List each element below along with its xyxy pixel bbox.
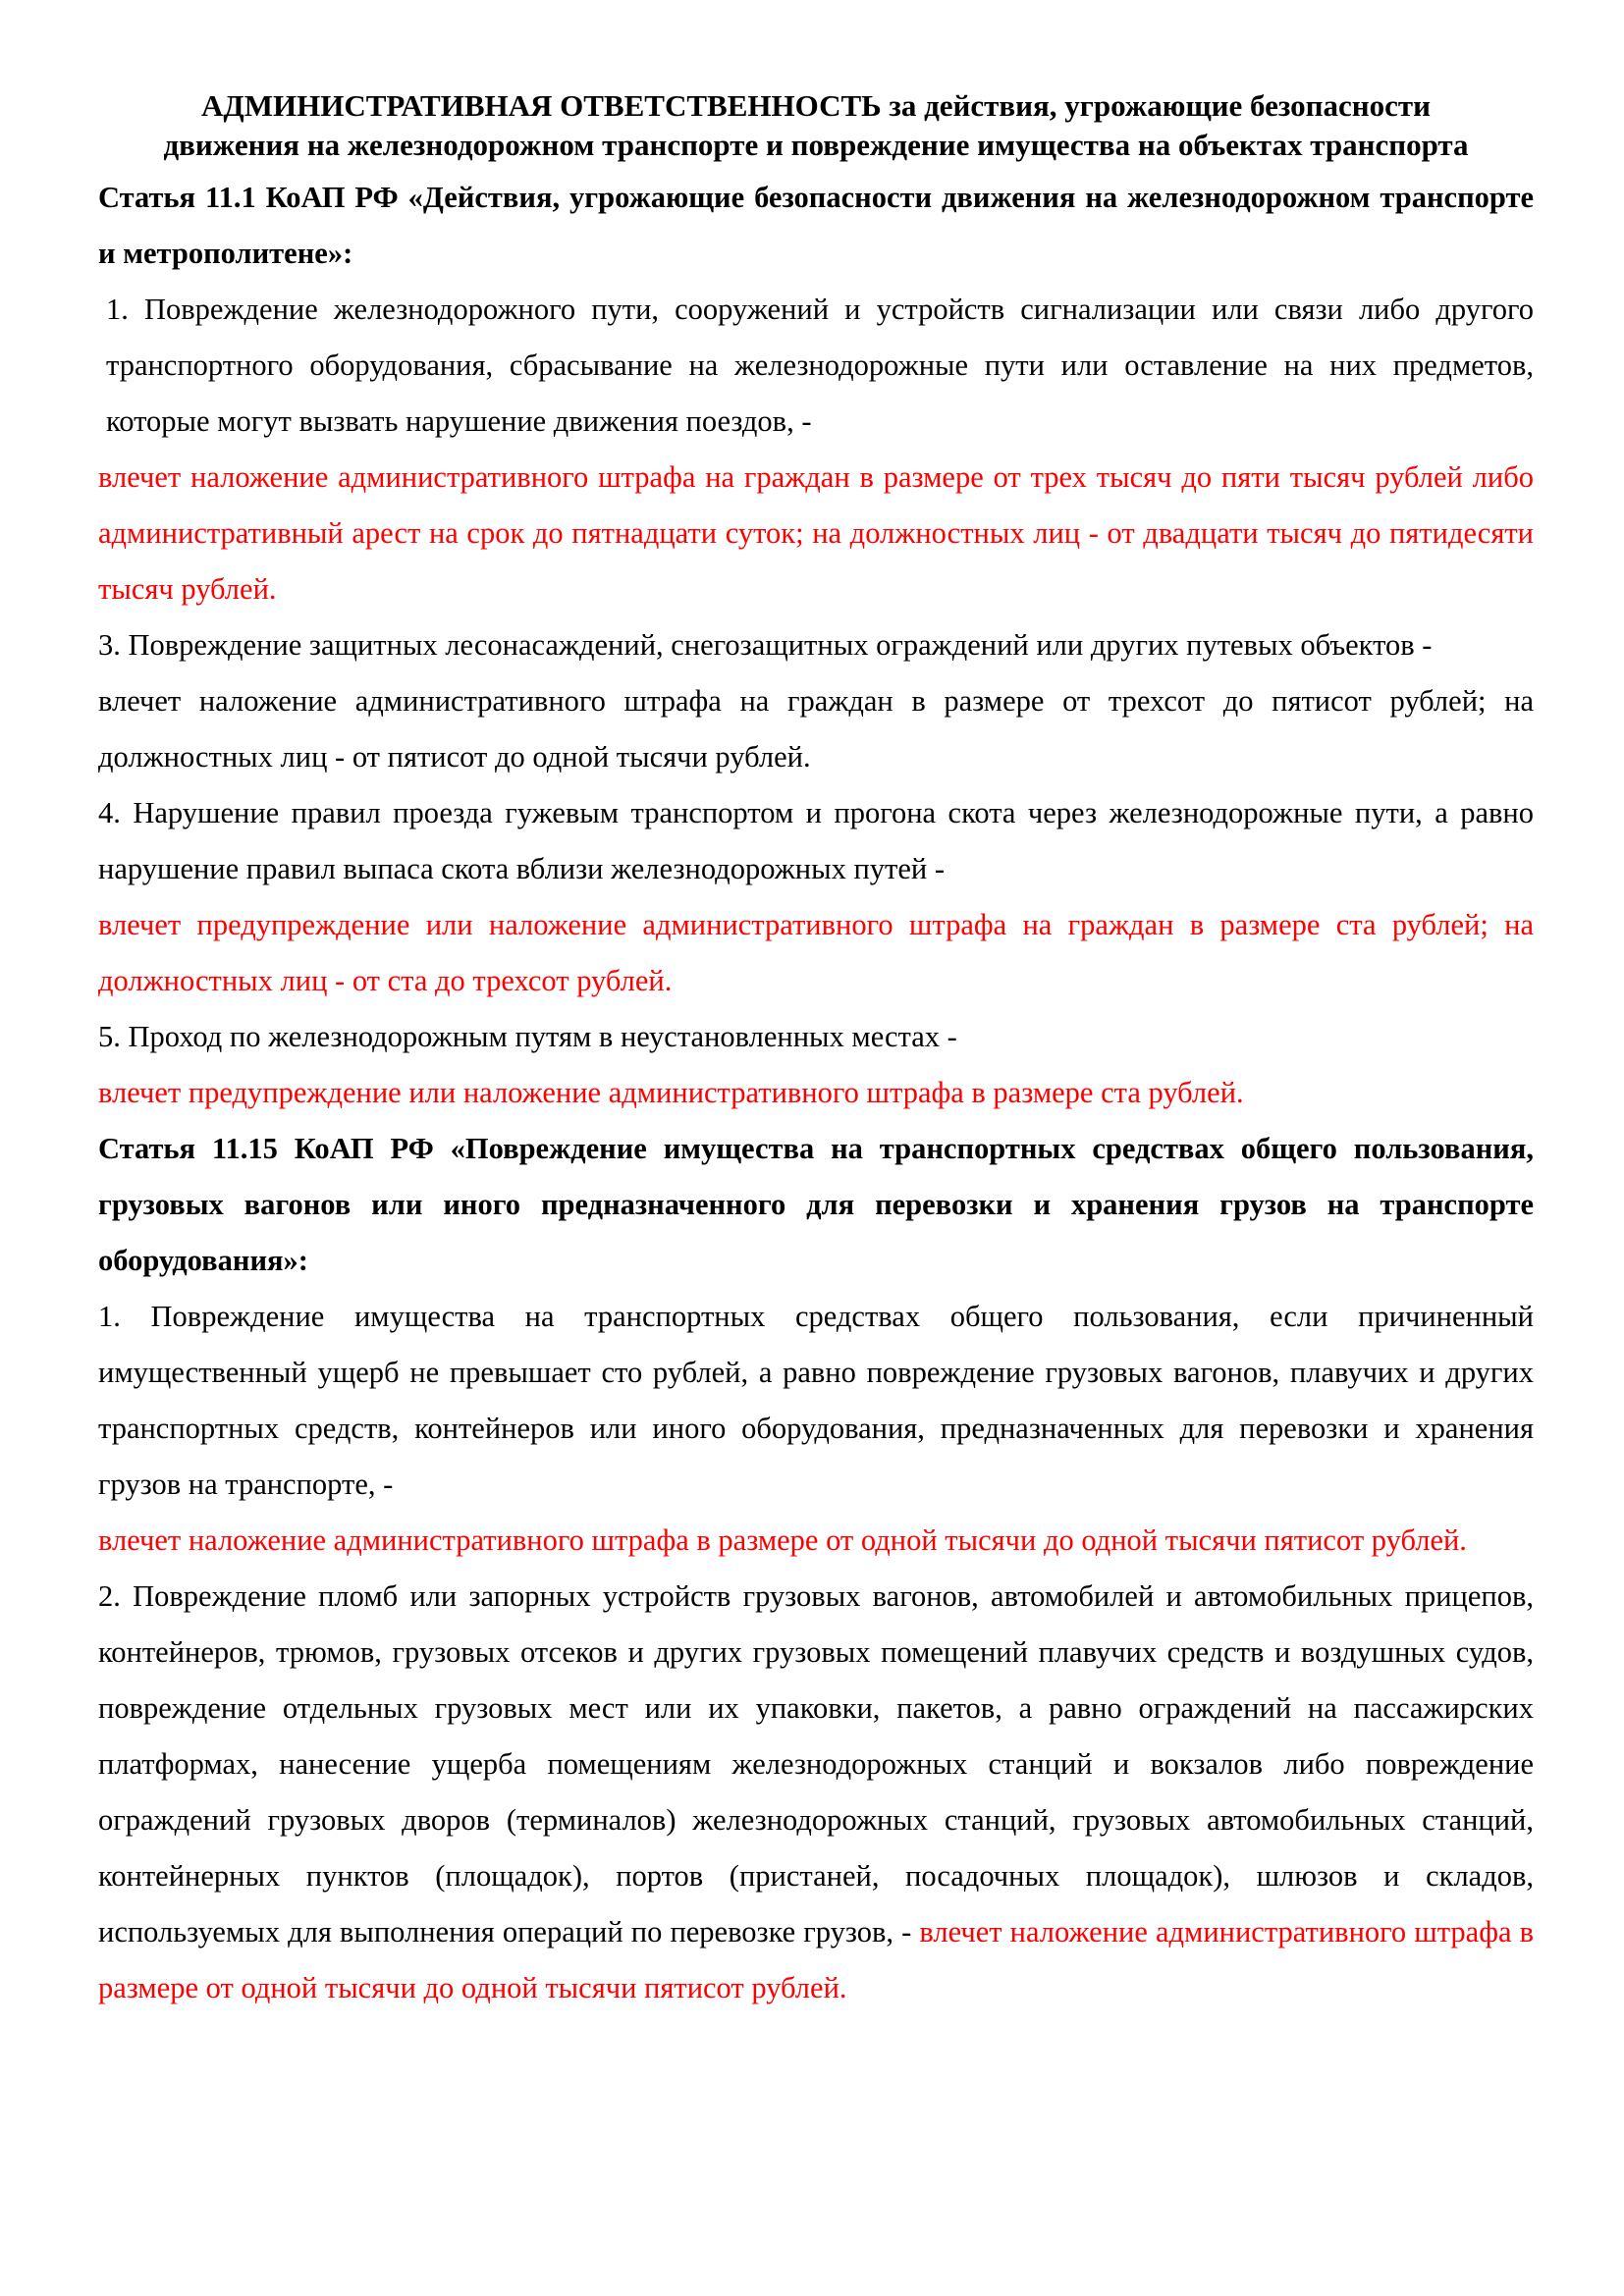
article-11-1-item-3-penalty: влечет наложение административного штрафа на граждан в размере от трехсот до пятисот рублей; на должностных лиц - от пятисот до одной тысячи рублей.: [98, 684, 1534, 774]
article-11-15-heading: Статья 11.15 КоАП РФ «Повреждение имущества на транспортных средствах общего пользования, грузовых вагонов или иного предназначенного для перевозки и хранения грузов на транспорте оборудования»:: [98, 1132, 1534, 1277]
article-11-15-item-1: 1. Повреждение имущества на транспортных средствах общего пользования, если причиненный имущественный ущерб не превышает сто рублей, а равно повреждение грузовых вагонов, плавучих и других транспортных средств, контейнеров или иного оборудования, предназначенных для перевозки и хранения грузов на транспорте, -: [98, 1300, 1534, 1501]
article-11-1-item-4-penalty: влечет предупреждение или наложение административного штрафа на граждан в размере ста рублей; на должностных лиц - от ста до трехсот рублей.: [98, 908, 1534, 997]
title-line-1: АДМИНИСТРАТИВНАЯ ОТВЕТСТВЕННОСТЬ за действия, угрожающие безопасности: [201, 88, 1431, 123]
article-11-1-item-5-penalty: влечет предупреждение или наложение административного штрафа в размере ста рублей.: [98, 1076, 1244, 1109]
document-title: [98, 86, 1534, 165]
title-line-2: движения на железнодорожном транспорте и повреждение имущества на объектах транспорта: [163, 128, 1469, 162]
article-11-15-item-1-penalty: влечет наложение административного штрафа в размере от одной тысячи до одной тысячи пятисот рублей.: [98, 1523, 1467, 1557]
article-11-1-item-4: 4. Нарушение правил проезда гужевым транспортом и прогона скота через железнодорожные пути, а равно нарушение правил выпаса скота вблизи железнодорожных путей -: [98, 796, 1534, 885]
article-11-15-item-2-penalty: влечет наложение административного штрафа в размере от одной тысячи до одной тысячи пятисот рублей.: [98, 1915, 1534, 2004]
article-11-1-item-1-penalty: влечет наложение административного штрафа на граждан в размере от трех тысяч до пяти тысяч рублей либо административный арест на срок до пятнадцати суток; на должностных лиц - от двадцати тысяч до пятидесяти тысяч рублей.: [98, 460, 1534, 606]
document-page: [98, 86, 1534, 2016]
article-11-1-item-1: 1. Повреждение железнодорожного пути, сооружений и устройств сигнализации или связи либо другого транспортного оборудования, сбрасывание на железнодорожные пути или оставление на них предметов, которые могут вызвать нарушение движения поездов, -: [106, 293, 1534, 438]
article-11-1-heading: Статья 11.1 КоАП РФ «Действия, угрожающие безопасности движения на железнодорожном транспорте и метрополитене»:: [98, 181, 1534, 270]
article-11-15-item-2: [98, 1569, 1534, 2016]
article-11-1-item-5: 5. Проход по железнодорожным путям в неустановленных местах -: [98, 1020, 957, 1053]
article-11-1-item-3: 3. Повреждение защитных лесонасаждений, снегозащитных ограждений или других путевых объектов -: [98, 628, 1433, 662]
article-11-15-item-2-text: 2. Повреждение пломб или запорных устройств грузовых вагонов, автомобилей и автомобильных прицепов, контейнеров, трюмов, грузовых отсеков и других грузовых помещений плавучих средств и воздушных судов, повреждение отдельных грузовых мест или их упаковки, пакетов, а равно ограждений на пассажирских платформах, нанесение ущерба помещениям железнодорожных станций и вокзалов либо повреждение ограждений грузовых дворов (терминалов) железнодорожных станций, грузовых автомобильных станций, контейнерных пунктов (площадок), портов (пристаней, посадочных площадок), шлюзов и складов, используемых для выполнения операций по перевозке грузов, -: [98, 1579, 1534, 1949]
